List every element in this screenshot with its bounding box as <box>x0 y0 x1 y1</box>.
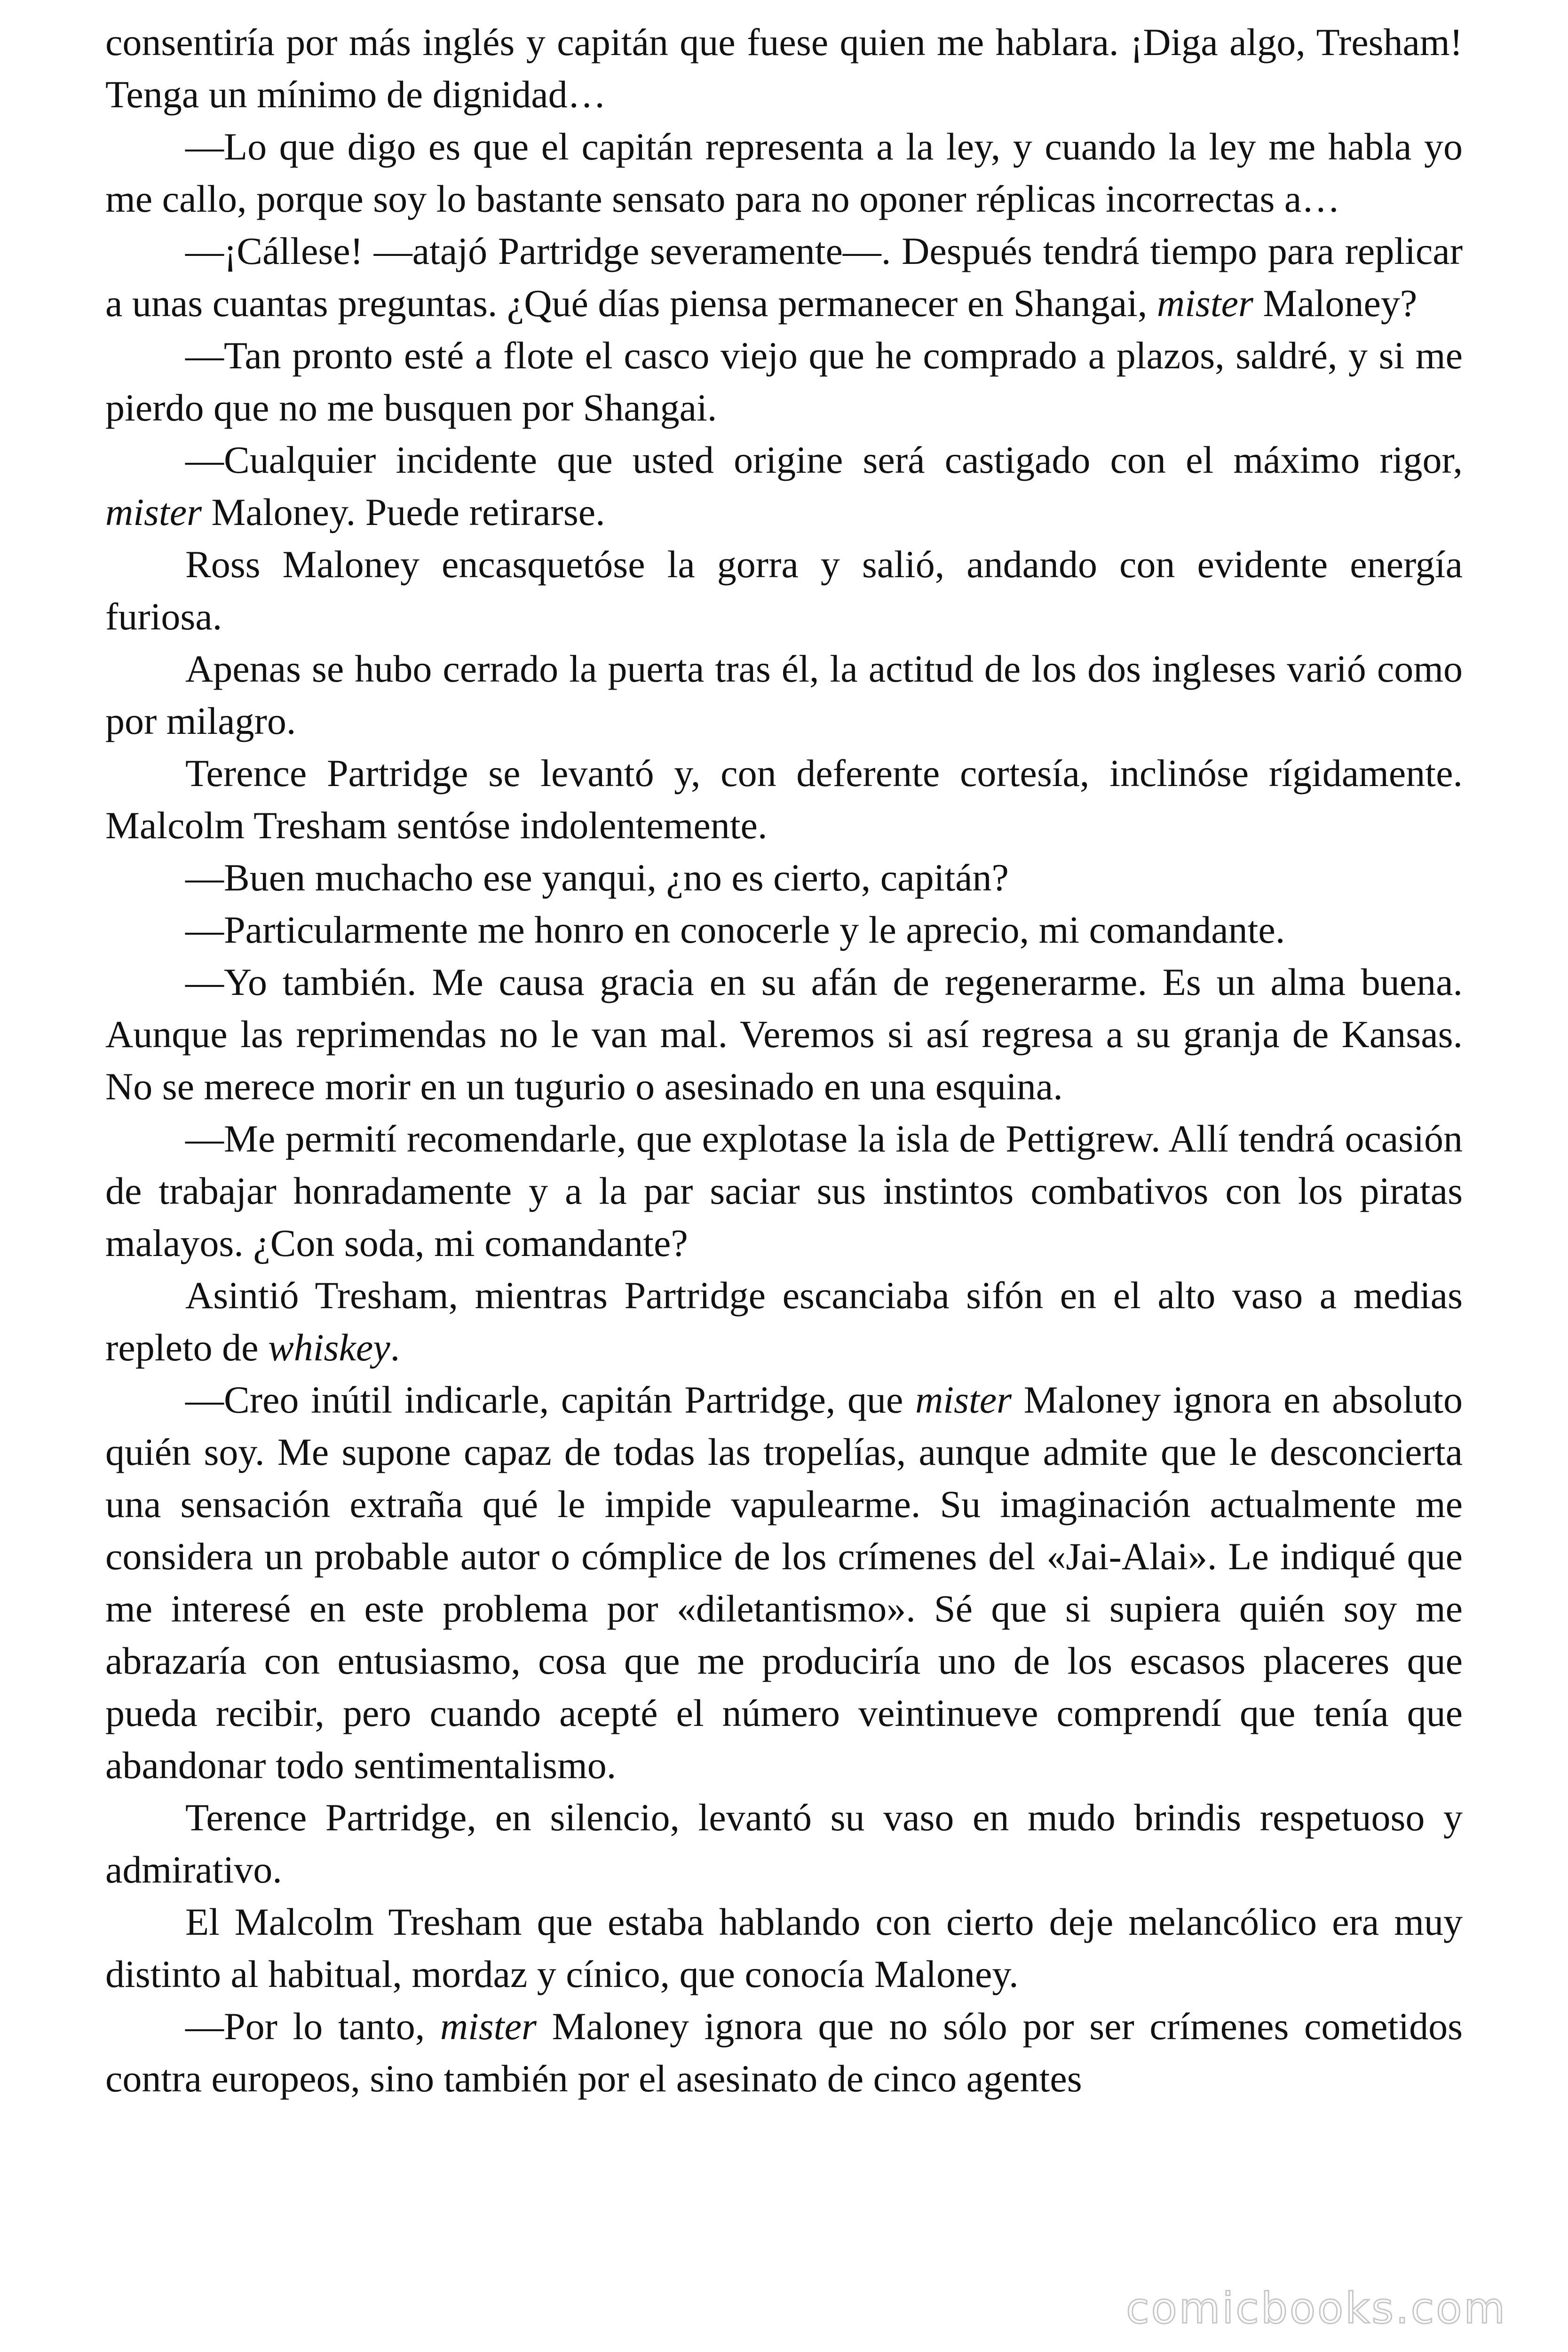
text-run: —Buen muchacho ese yanqui, ¿no es cierto, capitán? <box>185 856 1009 899</box>
text-run: Ross Maloney encasquetóse la gorra y salió, andando con evidente energía furiosa. <box>105 543 1463 638</box>
paragraph <box>105 225 1463 329</box>
text-run: Asintió Tresham, mientras Partridge escanciaba sifón en el alto vaso a medias repleto de <box>105 1274 1463 1369</box>
text-run: Terence Partridge, en silencio, levantó su vaso en mudo brindis respetuoso y admirativo. <box>105 1796 1463 1891</box>
paragraph <box>105 1896 1463 2000</box>
italic-text: mister <box>105 491 202 533</box>
watermark: comicbooks.com <box>1126 2284 1507 2333</box>
book-page-text <box>105 16 1463 2105</box>
paragraph <box>105 1112 1463 1269</box>
paragraph <box>105 1374 1463 1791</box>
paragraph <box>105 1791 1463 1896</box>
text-run: Maloney ignora en absoluto quién soy. Me supone capaz de todas las tropelías, aunque admite que le desconcierta una sensación extraña qué le impide vapulearme. Su imaginación actualmente me considera un probable autor o cómplice de los crímenes del «Jai-Alai». Le indiqué que me interesé en este problema por «diletantismo». Sé que si supiera quién soy me abrazaría con entusiasmo, cosa que me produciría uno de los escasos placeres que pueda recibir, pero cuando acepté el número veintinueve comprendí que tenía que abandonar todo sentimentalismo. <box>105 1378 1463 1787</box>
paragraph <box>105 120 1463 225</box>
text-run: —Cualquier incidente que usted origine será castigado con el máximo rigor, <box>185 438 1463 481</box>
italic-text: mister <box>1156 282 1253 325</box>
paragraph <box>105 329 1463 434</box>
text-run: Maloney ignora que no sólo por ser crímenes cometidos contra europeos, sino también por el asesinato de cinco agentes <box>105 2005 1463 2100</box>
paragraph <box>105 747 1463 851</box>
italic-text: mister <box>915 1378 1012 1421</box>
text-run: —Particularmente me honro en conocerle y le aprecio, mi comandante. <box>185 908 1285 951</box>
italic-text: whiskey <box>268 1326 390 1369</box>
text-run: consentiría por más inglés y capitán que fuese quien me hablara. ¡Diga algo, Tresham! Tenga un mínimo de dignidad… <box>105 21 1463 116</box>
text-run: Terence Partridge se levantó y, con deferente cortesía, inclinóse rígidamente. Malcolm Tresham sentóse indolentemente. <box>105 752 1463 847</box>
paragraph <box>105 956 1463 1112</box>
paragraph <box>105 16 1463 120</box>
paragraph <box>105 434 1463 538</box>
paragraph <box>105 2000 1463 2105</box>
paragraph <box>105 851 1463 904</box>
text-run: —¡Cállese! —atajó Partridge severamente—. Después tendrá tiempo para replicar a unas cuantas preguntas. ¿Qué días piensa permanecer en Shangai, <box>105 230 1463 325</box>
paragraph <box>105 1269 1463 1374</box>
paragraph <box>105 904 1463 956</box>
paragraph <box>105 538 1463 643</box>
text-run: —Tan pronto esté a flote el casco viejo que he comprado a plazos, saldré, y si me pierdo que no me busquen por Shangai. <box>105 334 1463 429</box>
text-run: . <box>390 1326 400 1369</box>
text-run: —Lo que digo es que el capitán representa a la ley, y cuando la ley me habla yo me callo, porque soy lo bastante sensato para no oponer réplicas incorrectas a… <box>105 125 1463 220</box>
text-run: —Por lo tanto, <box>185 2005 440 2048</box>
text-run: —Me permití recomendarle, que explotase la isla de Pettigrew. Allí tendrá ocasión de trabajar honradamente y a la par saciar sus instintos combativos con los piratas malayos. ¿Con soda, mi comandante? <box>105 1117 1463 1264</box>
text-run: Maloney. Puede retirarse. <box>202 491 605 533</box>
text-run: —Creo inútil indicarle, capitán Partridge, que <box>185 1378 916 1421</box>
paragraph <box>105 643 1463 747</box>
text-run: Maloney? <box>1253 282 1418 325</box>
text-run: El Malcolm Tresham que estaba hablando con cierto deje melancólico era muy distinto al habitual, mordaz y cínico, que conocía Maloney. <box>105 1900 1463 1995</box>
italic-text: mister <box>440 2005 537 2048</box>
text-run: —Yo también. Me causa gracia en su afán de regenerarme. Es un alma buena. Aunque las reprimendas no le van mal. Veremos si así regresa a su granja de Kansas. No se merece morir en un tugurio o asesinado en una esquina. <box>105 961 1463 1108</box>
text-run: Apenas se hubo cerrado la puerta tras él, la actitud de los dos ingleses varió como por milagro. <box>105 647 1463 742</box>
